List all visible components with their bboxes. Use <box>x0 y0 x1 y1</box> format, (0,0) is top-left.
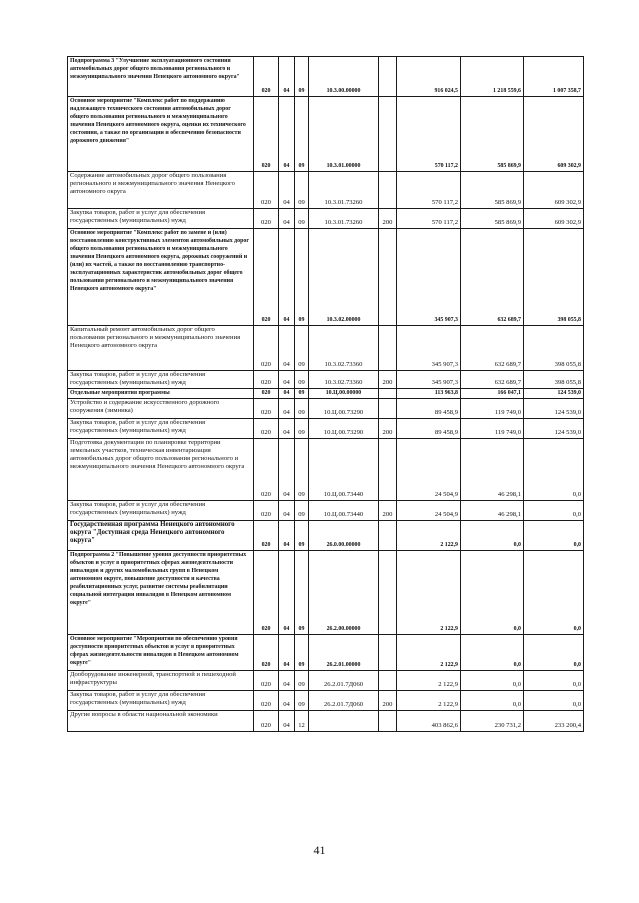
amount-year1-cell: 89 458,9 <box>397 399 461 419</box>
grbs-code-cell: 020 <box>254 57 279 97</box>
section-code-cell: 04 <box>279 691 295 711</box>
amount-year3-cell: 0,0 <box>524 635 584 671</box>
target-article-cell: 10.Ц.00.73290 <box>309 399 379 419</box>
row-name-cell: Другие вопросы в области национальной экономики <box>68 711 254 732</box>
section-code-cell: 04 <box>279 229 295 326</box>
row-name-cell: Устройство и содержание искусственного дорожного сооружения (зимника) <box>68 399 254 419</box>
expense-type-cell <box>379 521 397 551</box>
grbs-code-cell: 020 <box>254 229 279 326</box>
section-code-cell: 04 <box>279 635 295 671</box>
amount-year1-cell: 570 117,2 <box>397 172 461 209</box>
table-row <box>68 419 584 439</box>
row-name-cell: Подпрограмма 3 "Улучшение эксплуатационного состояния автомобильных дорог общего пользования регионального и межмуниципального значения Ненецкого автономного округа" <box>68 57 254 97</box>
target-article-cell: 10.Ц.00.73440 <box>309 501 379 521</box>
target-article-cell: 10.Ц.00.73290 <box>309 419 379 439</box>
amount-year1-cell: 916 024,5 <box>397 57 461 97</box>
target-article-cell <box>309 711 379 732</box>
amount-year1-cell: 570 117,2 <box>397 209 461 229</box>
table-row <box>68 439 584 501</box>
amount-year3-cell: 0,0 <box>524 551 584 635</box>
amount-year1-cell: 345 907,3 <box>397 229 461 326</box>
amount-year2-cell: 230 731,2 <box>461 711 524 732</box>
grbs-code-cell: 020 <box>254 439 279 501</box>
row-name-cell: Отдельные мероприятия программы <box>68 389 254 399</box>
table-row <box>68 399 584 419</box>
expense-type-cell <box>379 172 397 209</box>
target-article-cell: 10.Ц.00.00000 <box>309 389 379 399</box>
row-name-cell: Капитальный ремонт автомобильных дорог общего пользования регионального и межмуниципального значения Ненецкого автономного округа <box>68 326 254 371</box>
budget-table <box>67 56 584 732</box>
subsection-code-cell: 09 <box>295 229 309 326</box>
amount-year2-cell: 585 869,9 <box>461 97 524 172</box>
subsection-code-cell: 09 <box>295 57 309 97</box>
expense-type-cell <box>379 229 397 326</box>
row-name-cell: Закупка товаров, работ и услуг для обеспечения государственных (муниципальных) нужд <box>68 371 254 389</box>
target-article-cell: 26.2.01.7Д060 <box>309 671 379 691</box>
amount-year3-cell: 124 539,0 <box>524 419 584 439</box>
expense-type-cell <box>379 711 397 732</box>
grbs-code-cell: 020 <box>254 419 279 439</box>
row-name-cell: Подпрограмма 2 "Повышение уровня доступности приоритетных объектов и услуг в приоритетных сферах жизнедеятельности инвалидов и других маломобильных групп в Ненецком автономном округе, повышение доступности и качества реабилитационных услуг, развитие системы реабилитации социальной интеграции инвалидов в Ненецком автономном округе" <box>68 551 254 635</box>
amount-year2-cell: 632 689,7 <box>461 371 524 389</box>
table-row <box>68 209 584 229</box>
amount-year1-cell: 89 458,9 <box>397 419 461 439</box>
expense-type-cell <box>379 97 397 172</box>
row-name-cell: Основное мероприятие "Комплекс работ по замене и (или) восстановлению конструктивных элементов автомобильных дорог общего пользования регионального и межмуниципального значения Ненецкого автономного округа, дорожных сооружений и (или) их частей, а также по восстановлению транспортно-эксплуатационных характеристик автомобильных дорог общего пользования регионального и межмуниципального значения Ненецкого автономного округа" <box>68 229 254 326</box>
amount-year3-cell: 609 302,9 <box>524 97 584 172</box>
amount-year3-cell: 0,0 <box>524 501 584 521</box>
amount-year2-cell: 166 047,1 <box>461 389 524 399</box>
amount-year3-cell: 124 539,0 <box>524 399 584 419</box>
amount-year2-cell: 0,0 <box>461 671 524 691</box>
amount-year3-cell: 398 055,8 <box>524 371 584 389</box>
amount-year3-cell: 124 539,0 <box>524 389 584 399</box>
amount-year2-cell: 119 749,0 <box>461 399 524 419</box>
amount-year2-cell: 0,0 <box>461 691 524 711</box>
expense-type-cell <box>379 326 397 371</box>
section-code-cell: 04 <box>279 501 295 521</box>
expense-type-cell <box>379 389 397 399</box>
expense-type-cell <box>379 635 397 671</box>
expense-type-cell <box>379 57 397 97</box>
grbs-code-cell: 020 <box>254 399 279 419</box>
grbs-code-cell: 020 <box>254 209 279 229</box>
amount-year3-cell: 609 302,9 <box>524 209 584 229</box>
expense-type-cell <box>379 399 397 419</box>
target-article-cell: 10.3.02.73360 <box>309 371 379 389</box>
row-name-cell: Содержание автомобильных дорог общего пользования регионального и межмуниципального значения Ненецкого автономного округа <box>68 172 254 209</box>
table-row <box>68 501 584 521</box>
target-article-cell: 10.3.01.73260 <box>309 209 379 229</box>
amount-year1-cell: 2 122,9 <box>397 521 461 551</box>
table-row <box>68 389 584 399</box>
subsection-code-cell: 09 <box>295 399 309 419</box>
row-name-cell: Подготовка документации по планировке территории земельных участков, техническая инвентаризация автомобильных дорог общего пользования регионального и межмуниципального значения Ненецкого автономного округа <box>68 439 254 501</box>
section-code-cell: 04 <box>279 371 295 389</box>
amount-year2-cell: 632 689,7 <box>461 326 524 371</box>
amount-year2-cell: 0,0 <box>461 635 524 671</box>
table-row <box>68 635 584 671</box>
row-name-cell: Государственная программа Ненецкого автономного округа "Доступная среда Ненецкого автономного округа" <box>68 521 254 551</box>
expense-type-cell: 200 <box>379 419 397 439</box>
amount-year1-cell: 24 504,9 <box>397 439 461 501</box>
grbs-code-cell: 020 <box>254 711 279 732</box>
subsection-code-cell: 09 <box>295 439 309 501</box>
amount-year2-cell: 0,0 <box>461 551 524 635</box>
grbs-code-cell: 020 <box>254 326 279 371</box>
subsection-code-cell: 09 <box>295 209 309 229</box>
amount-year3-cell: 398 055,8 <box>524 229 584 326</box>
section-code-cell: 04 <box>279 326 295 371</box>
table-row <box>68 521 584 551</box>
amount-year1-cell: 2 122,9 <box>397 671 461 691</box>
page-number: 41 <box>313 843 326 857</box>
expense-type-cell: 200 <box>379 209 397 229</box>
row-name-cell: Закупка товаров, работ и услуг для обеспечения государственных (муниципальных) нужд <box>68 209 254 229</box>
target-article-cell: 10.3.01.73260 <box>309 172 379 209</box>
subsection-code-cell: 09 <box>295 635 309 671</box>
target-article-cell: 10.3.00.00000 <box>309 57 379 97</box>
amount-year1-cell: 2 122,9 <box>397 551 461 635</box>
expense-type-cell <box>379 551 397 635</box>
row-name-cell: Дооборудование инженерной, транспортной и пешеходной инфраструктуры <box>68 671 254 691</box>
table-row <box>68 371 584 389</box>
subsection-code-cell: 09 <box>295 671 309 691</box>
table-body <box>68 57 584 732</box>
expense-type-cell: 200 <box>379 501 397 521</box>
section-code-cell: 04 <box>279 57 295 97</box>
amount-year1-cell: 24 504,9 <box>397 501 461 521</box>
target-article-cell: 10.3.01.00000 <box>309 97 379 172</box>
amount-year1-cell: 2 122,9 <box>397 635 461 671</box>
amount-year1-cell: 345 907,3 <box>397 326 461 371</box>
subsection-code-cell: 09 <box>295 371 309 389</box>
table-row <box>68 172 584 209</box>
row-name-cell: Основное мероприятие "Мероприятия по обеспечению уровня доступности приоритетных объектов и услуг в приоритетных сферах жизнедеятельности инвалидов в Ненецком автономном округе" <box>68 635 254 671</box>
subsection-code-cell: 09 <box>295 389 309 399</box>
amount-year3-cell: 609 302,9 <box>524 172 584 209</box>
grbs-code-cell: 020 <box>254 389 279 399</box>
table-row <box>68 326 584 371</box>
section-code-cell: 04 <box>279 419 295 439</box>
section-code-cell: 04 <box>279 389 295 399</box>
amount-year2-cell: 119 749,0 <box>461 419 524 439</box>
table-row <box>68 551 584 635</box>
expense-type-cell <box>379 671 397 691</box>
grbs-code-cell: 020 <box>254 635 279 671</box>
target-article-cell: 26.0.00.00000 <box>309 521 379 551</box>
grbs-code-cell: 020 <box>254 691 279 711</box>
grbs-code-cell: 020 <box>254 371 279 389</box>
amount-year3-cell: 1 007 358,7 <box>524 57 584 97</box>
section-code-cell: 04 <box>279 711 295 732</box>
amount-year1-cell: 570 117,2 <box>397 97 461 172</box>
amount-year2-cell: 46 298,1 <box>461 439 524 501</box>
subsection-code-cell: 09 <box>295 501 309 521</box>
amount-year3-cell: 0,0 <box>524 691 584 711</box>
grbs-code-cell: 020 <box>254 172 279 209</box>
expense-type-cell: 200 <box>379 371 397 389</box>
amount-year3-cell: 0,0 <box>524 671 584 691</box>
amount-year1-cell: 2 122,9 <box>397 691 461 711</box>
target-article-cell: 26.2.00.00000 <box>309 551 379 635</box>
expense-type-cell: 200 <box>379 691 397 711</box>
subsection-code-cell: 09 <box>295 521 309 551</box>
amount-year3-cell: 0,0 <box>524 521 584 551</box>
amount-year1-cell: 113 963,8 <box>397 389 461 399</box>
amount-year3-cell: 398 055,8 <box>524 326 584 371</box>
amount-year3-cell: 0,0 <box>524 439 584 501</box>
subsection-code-cell: 09 <box>295 172 309 209</box>
amount-year2-cell: 585 869,9 <box>461 172 524 209</box>
expense-type-cell <box>379 439 397 501</box>
subsection-code-cell: 12 <box>295 711 309 732</box>
section-code-cell: 04 <box>279 399 295 419</box>
amount-year2-cell: 585 869,9 <box>461 209 524 229</box>
amount-year1-cell: 345 907,3 <box>397 371 461 389</box>
section-code-cell: 04 <box>279 209 295 229</box>
amount-year2-cell: 1 218 559,6 <box>461 57 524 97</box>
grbs-code-cell: 020 <box>254 501 279 521</box>
grbs-code-cell: 020 <box>254 521 279 551</box>
section-code-cell: 04 <box>279 521 295 551</box>
target-article-cell: 10.Ц.00.73440 <box>309 439 379 501</box>
section-code-cell: 04 <box>279 439 295 501</box>
subsection-code-cell: 09 <box>295 97 309 172</box>
grbs-code-cell: 020 <box>254 551 279 635</box>
amount-year1-cell: 403 862,6 <box>397 711 461 732</box>
target-article-cell: 10.3.02.00000 <box>309 229 379 326</box>
section-code-cell: 04 <box>279 671 295 691</box>
table-row <box>68 671 584 691</box>
amount-year2-cell: 0,0 <box>461 521 524 551</box>
table-row <box>68 229 584 326</box>
subsection-code-cell: 09 <box>295 326 309 371</box>
row-name-cell: Основное мероприятие "Комплекс работ по поддержанию надлежащего технического состояния автомобильных дорог общего пользования регионального и межмуниципального значения Ненецкого автономного округа, оценки их технического состояния, а также по организации и обеспечению безопасности дорожного движения" <box>68 97 254 172</box>
subsection-code-cell: 09 <box>295 419 309 439</box>
section-code-cell: 04 <box>279 551 295 635</box>
table-row <box>68 691 584 711</box>
grbs-code-cell: 020 <box>254 97 279 172</box>
target-article-cell: 26.2.01.7Д060 <box>309 691 379 711</box>
amount-year2-cell: 46 298,1 <box>461 501 524 521</box>
table-row <box>68 711 584 732</box>
row-name-cell: Закупка товаров, работ и услуг для обеспечения государственных (муниципальных) нужд <box>68 501 254 521</box>
amount-year3-cell: 233 200,4 <box>524 711 584 732</box>
row-name-cell: Закупка товаров, работ и услуг для обеспечения государственных (муниципальных) нужд <box>68 419 254 439</box>
amount-year2-cell: 632 689,7 <box>461 229 524 326</box>
target-article-cell: 26.2.01.00000 <box>309 635 379 671</box>
subsection-code-cell: 09 <box>295 551 309 635</box>
section-code-cell: 04 <box>279 97 295 172</box>
table-row <box>68 57 584 97</box>
table-row <box>68 97 584 172</box>
section-code-cell: 04 <box>279 172 295 209</box>
target-article-cell: 10.3.02.73360 <box>309 326 379 371</box>
row-name-cell: Закупка товаров, работ и услуг для обеспечения государственных (муниципальных) нужд <box>68 691 254 711</box>
subsection-code-cell: 09 <box>295 691 309 711</box>
grbs-code-cell: 020 <box>254 671 279 691</box>
